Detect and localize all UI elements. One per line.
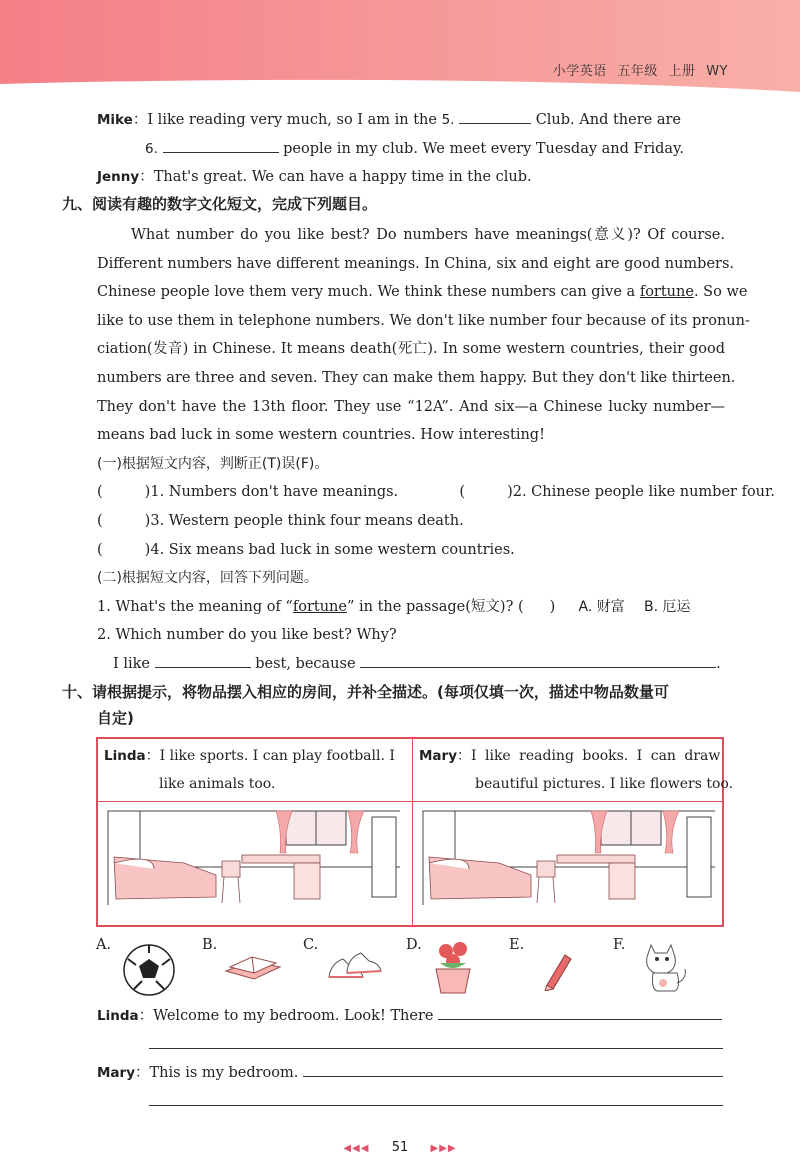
option-b: B. 厄运 — [643, 598, 691, 615]
book-icon — [224, 947, 282, 983]
part1-title: (一)根据短文内容，判断正(T)误(F)。 — [97, 455, 329, 472]
flower-pot-icon — [430, 939, 476, 997]
football-icon — [122, 943, 176, 997]
page-number: 51 — [391, 1140, 409, 1155]
reason-blank[interactable] — [360, 651, 716, 668]
tf-row-1: ( )1. Numbers don't have meanings. ( )2. Chinese people like number four. — [97, 484, 775, 501]
next-arrows-icon: ▶▶▶ — [430, 1143, 457, 1154]
dialogue-line-mike-2: 6. people in my club. We meet every Tuesday and Friday. — [97, 135, 725, 164]
linda-answer-line-2 — [97, 1031, 725, 1060]
mary-answer-blank-2[interactable] — [149, 1089, 723, 1106]
question-1: 1. What's the meaning of “fortune” in the passage(短文)? ( ) A. 财富 B. 厄运 — [97, 598, 691, 615]
tf-row-3: ( )4. Six means bad luck in some western countries. — [97, 541, 515, 558]
dialogue-line-jenny: Jenny：That's great. We can have a happy time in the club. — [97, 169, 532, 186]
page-content — [97, 106, 725, 192]
blank-5[interactable] — [459, 107, 531, 124]
blank-6[interactable] — [163, 136, 279, 153]
room-table — [96, 737, 734, 927]
crayon-icon — [537, 945, 577, 991]
answer-section — [97, 1002, 725, 1116]
tf-row-2: ( )3. Western people think four means death. — [97, 512, 464, 529]
speaker-mike: Mike — [97, 112, 133, 128]
section-9-passage: What number do you like best? Do numbers have meanings(意义)? Of course. Different numbers have different meanings. In China, six and eight are good numbers. Chinese people love them very much. We think these numbers can give a fortune. So we like to use them in telephone numbers. We don't like number four because of its pronun- ciation(发音) in Chinese. It means death(死亡). In some western countries, their good numbers are three and seven. They can make them happy. But they don't like thirteen. They don't have the 13th floor. They use “12A”. And six—a Chinese lucky number— means bad luck in some western countries. How interesting! (一)根据短文内容，判断正(T)误(F)。 ( )1. Numbers don't have meanings. ( )2. Chinese people like number four. ( )3. Western people think four means death. ( )4. Six means bad luck in some western countries. (二)根据短文内容，回答下列问题。 1. What's the meaning of “fortune” in the passage(短文)? ( ) A. 财富 B. 厄运 2. Which number do you like best? Why? I like best, because . — [97, 221, 725, 679]
part2-title: (二)根据短文内容，回答下列问题。 — [97, 570, 318, 587]
sneakers-icon — [325, 947, 383, 987]
linda-hint: Linda：I like sports. I can play football. I like animals too. — [104, 748, 395, 792]
section-9-title: 九、阅读有趣的数字文化短文，完成下列题目。 — [62, 195, 378, 213]
speaker-jenny: Jenny — [97, 169, 140, 186]
mary-bedroom-picture[interactable] — [419, 807, 719, 907]
linda-bedroom-picture[interactable] — [104, 807, 404, 907]
cat-icon — [635, 939, 691, 995]
favorite-number-blank[interactable] — [155, 651, 251, 668]
section-10-title-2: 自定) — [97, 709, 134, 727]
question-2-answer: I like best, because . — [97, 650, 725, 679]
question-2: 2. Which number do you like best? Why? — [97, 627, 397, 644]
option-a: A. 财富 — [578, 598, 625, 615]
word-fortune: fortune — [639, 284, 694, 301]
mary-answer-blank-1[interactable] — [303, 1060, 723, 1077]
mary-answer-line-2 — [97, 1088, 725, 1117]
dialogue-line-mike-1: Mike：I like reading very much, so I am in the 5. Club. And there are — [97, 106, 725, 135]
linda-answer-blank-1[interactable] — [438, 1003, 722, 1020]
header-band — [0, 0, 800, 100]
linda-answer-line-1: Linda：Welcome to my bedroom. Look! There — [97, 1002, 725, 1031]
item-options: A. B. C. D. E. F. — [96, 937, 726, 997]
section-10-title-1: 十、请根据提示，将物品摆入相应的房间，并补全描述。(每项仅填一次，描述中物品数量可 — [62, 683, 669, 701]
header-title: 小学英语 五年级 上册 WY — [552, 64, 728, 79]
page-footer — [0, 1140, 800, 1155]
linda-answer-blank-2[interactable] — [149, 1032, 723, 1049]
prev-arrows-icon: ◀◀◀ — [343, 1143, 370, 1154]
mary-answer-line-1: Mary：This is my bedroom. — [97, 1059, 725, 1088]
mary-hint: Mary：I like reading books. I can draw beautiful pictures. I like flowers too. — [419, 748, 734, 792]
